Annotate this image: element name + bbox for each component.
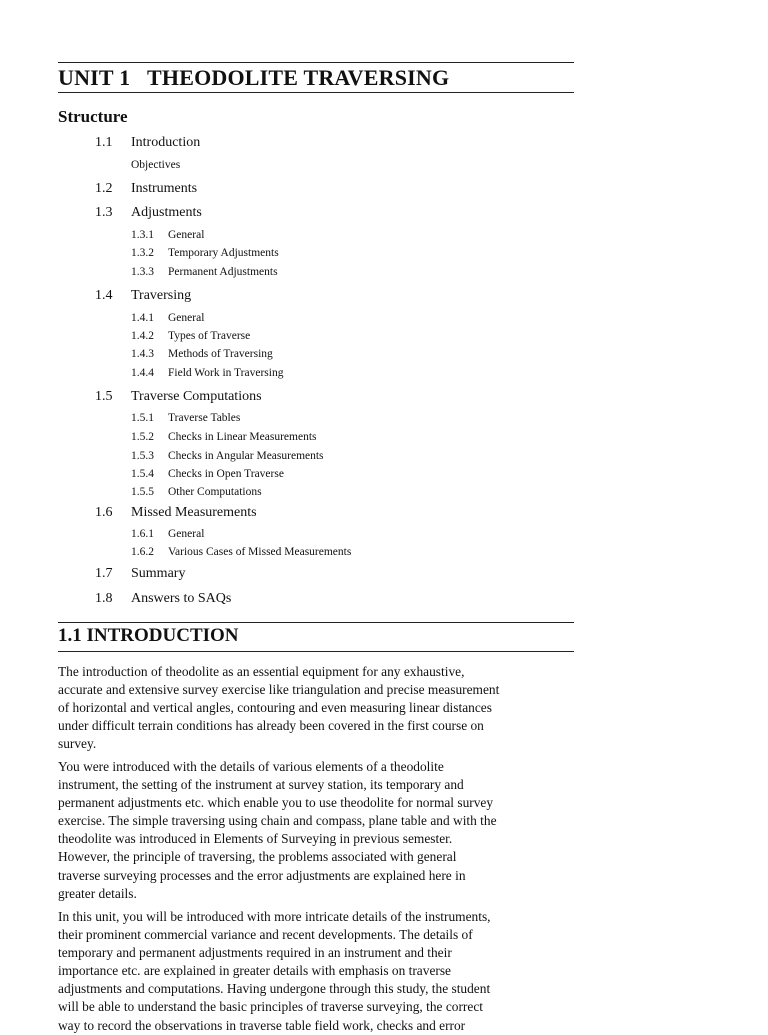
toc-entry-number: 1.5.2 [131, 431, 154, 443]
toc-entry-label: Introduction [131, 135, 201, 150]
toc-entry-label: Various Cases of Missed Measurements [168, 546, 352, 558]
toc-entry-label: Answers to SAQs [131, 591, 232, 606]
unit-title-bar [58, 62, 574, 93]
toc-entry-label: Permanent Adjustments [168, 266, 278, 278]
toc-entry-number: 1.7 [95, 566, 113, 581]
toc-entry-number: 1.3.3 [131, 266, 154, 278]
toc-entry-label: Summary [131, 566, 186, 581]
toc-entry-number: 1.5 [95, 389, 113, 404]
toc-entry-number: 1.4.4 [131, 367, 154, 379]
toc-entry-label: Checks in Angular Measurements [168, 450, 324, 462]
toc-entry-number: 1.1 [95, 135, 113, 150]
paragraph-3 [58, 908, 574, 1035]
toc-entry-number: 1.8 [95, 591, 113, 606]
toc-entry-number: 1.6.1 [131, 528, 154, 540]
toc-entry [131, 468, 284, 480]
toc-entry-label: Instruments [131, 181, 198, 196]
toc-entry [131, 367, 283, 379]
toc-entry-number: 1.4.3 [131, 348, 154, 360]
toc-entry-number: 1.3.2 [131, 247, 154, 259]
toc-entry-label: General [168, 312, 205, 324]
toc-entry [131, 330, 250, 342]
structure-heading: Structure [58, 107, 128, 126]
unit-title: UNIT 1 THEODOLITE TRAVERSING [58, 65, 450, 90]
paragraph-line: will be able to understand the basic principles of traverse surveying, the correct [58, 999, 484, 1015]
toc-entry-number: 1.4.1 [131, 312, 154, 324]
paragraph-line: of horizontal and vertical angles, contouring and even measuring linear distances [58, 700, 492, 716]
paragraph-line: their prominent commercial variance and recent developments. The details of [58, 927, 473, 943]
toc-entry [95, 135, 200, 151]
toc-entry [95, 505, 257, 521]
toc-entry [131, 486, 262, 498]
toc-entry-label: General [168, 229, 205, 241]
toc-entry-label: Traverse Tables [168, 412, 241, 424]
toc-entry [95, 591, 231, 607]
toc-entry [131, 546, 351, 558]
toc-entry [95, 288, 191, 304]
toc-entry-number: 1.3 [95, 205, 113, 220]
paragraph-line: theodolite was introduced in Elements of Surveying in previous semester. [58, 831, 453, 847]
paragraph-2 [58, 758, 574, 903]
paragraph-line: In this unit, you will be introduced with more intricate details of the instruments, [58, 909, 491, 924]
toc-entry [95, 181, 197, 197]
paragraph-line: traverse surveying processes and the error adjustments are explained here in [58, 867, 466, 883]
toc-entry [131, 528, 204, 540]
paragraph-line: way to record the observations in traverse table field work, checks and error [58, 1017, 466, 1033]
toc-entry-number: 1.5.4 [131, 468, 154, 480]
toc-entry-label: Traversing [131, 288, 192, 303]
toc-entry-label: Objectives [131, 159, 181, 171]
toc-entry [95, 205, 202, 221]
toc-entry-number: 1.6.2 [131, 546, 154, 558]
toc-entry-number: 1.2 [95, 181, 113, 196]
paragraph-line: You were introduced with the details of various elements of a theodolite [58, 759, 444, 774]
toc-entry-number: 1.5.1 [131, 412, 154, 424]
toc-entry-label: Missed Measurements [131, 505, 257, 520]
toc-entry [131, 266, 278, 278]
section-title-bar [58, 622, 574, 652]
toc-entry-number: 1.4.2 [131, 330, 154, 342]
paragraph-1 [58, 663, 574, 753]
toc-entry-label: Traverse Computations [131, 389, 262, 404]
paragraph-line: under difficult terrain conditions has already been covered in the first course on [58, 718, 484, 734]
toc-entry [131, 450, 324, 462]
paragraph-line: survey. [58, 736, 97, 752]
paragraph-line: instrument, the setting of the instrument at survey station, its temporary and [58, 777, 464, 793]
toc-entry-label: Field Work in Traversing [168, 367, 284, 379]
paragraph-line: exercise. The simple traversing using chain and compass, plane table and with the [58, 813, 497, 829]
toc-entry-label: Other Computations [168, 486, 262, 498]
toc-entry-number: 1.6 [95, 505, 113, 520]
toc-entry-label: Adjustments [131, 205, 202, 220]
paragraph-line: adjustments and computations. Having undergone through this study, the student [58, 981, 491, 997]
toc-entry-label: Temporary Adjustments [168, 247, 279, 259]
toc-entry [131, 159, 180, 171]
toc-entry [131, 412, 240, 424]
toc-entry [131, 247, 279, 259]
toc-entry-label: Types of Traverse [168, 330, 251, 342]
toc-entry-number: 1.5.3 [131, 450, 154, 462]
toc-entry [131, 348, 273, 360]
toc-entry-label: Methods of Traversing [168, 348, 273, 360]
paragraph-line: permanent adjustments etc. which enable you to use theodolite for normal survey [58, 795, 494, 811]
toc-entry-label: Checks in Linear Measurements [168, 431, 317, 443]
paragraph-line: temporary and permanent adjustments required in an instrument and their [58, 945, 452, 961]
paragraph-line: However, the principle of traversing, the problems associated with general [58, 849, 457, 865]
toc-entry-number: 1.3.1 [131, 229, 154, 241]
paragraph-line: The introduction of theodolite as an essential equipment for any exhaustive, [58, 664, 465, 679]
toc-entry-label: General [168, 528, 205, 540]
section-title: 1.1 INTRODUCTION [58, 625, 239, 646]
toc-entry [131, 312, 204, 324]
paragraph-line: accurate and extensive survey exercise like triangulation and precise measurement [58, 682, 500, 698]
toc-entry-number: 1.5.5 [131, 486, 154, 498]
paragraph-line: greater details. [58, 885, 137, 901]
toc-entry [95, 389, 262, 405]
toc-entry-number: 1.4 [95, 288, 113, 303]
toc-entry [131, 431, 317, 443]
toc-entry [131, 229, 204, 241]
paragraph-line: importance etc. are explained in greater details with emphasis on traverse [58, 963, 452, 979]
toc-entry-label: Checks in Open Traverse [168, 468, 284, 480]
toc-entry [95, 566, 185, 582]
